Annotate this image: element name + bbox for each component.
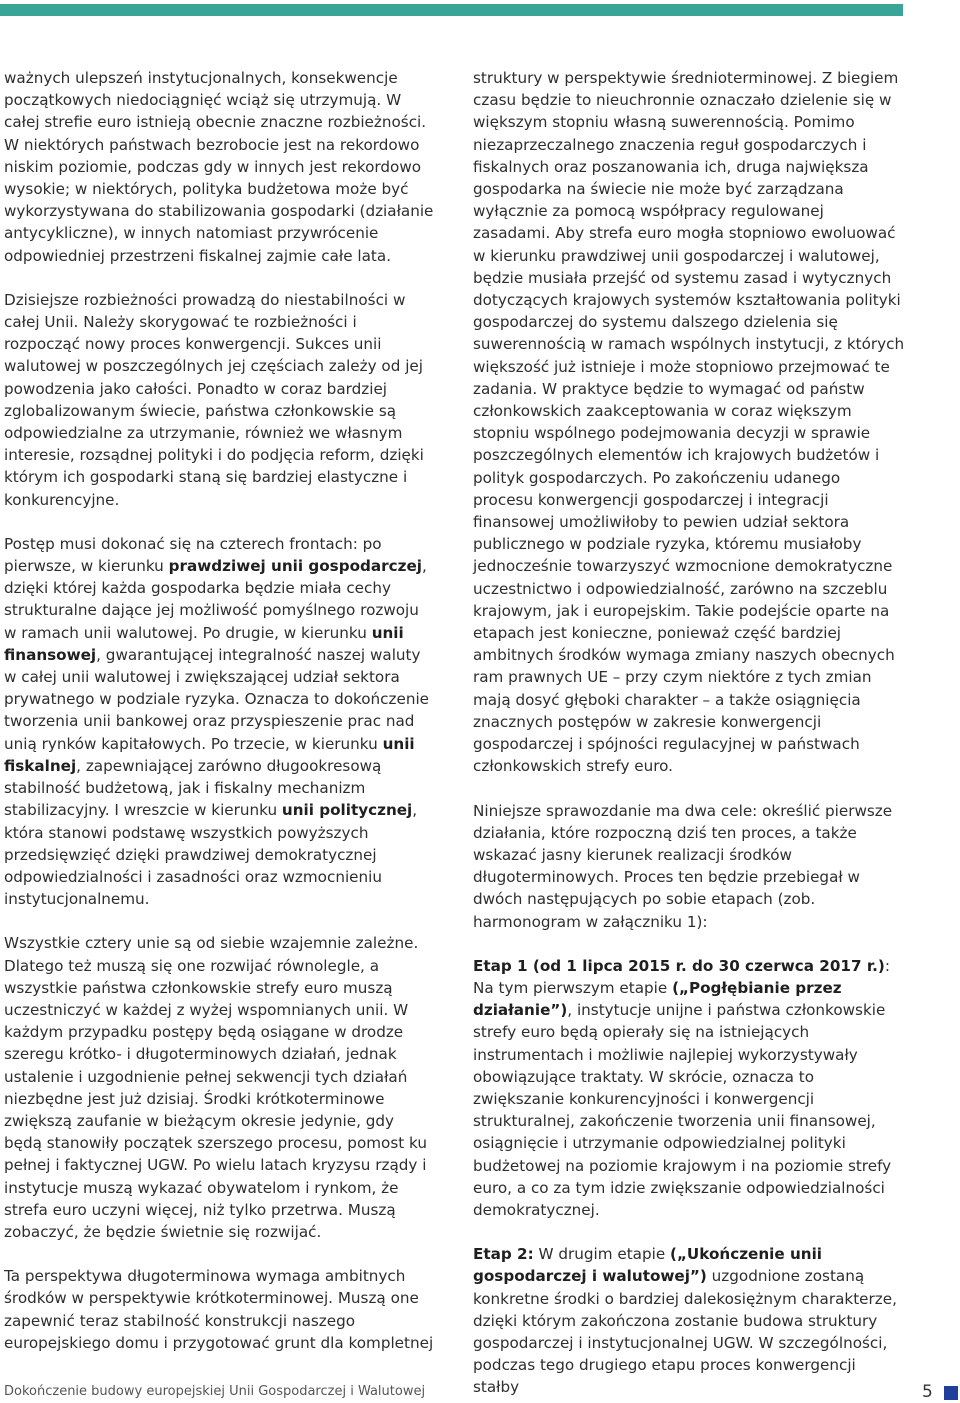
paragraph: struktury w perspektywie średnioterminowej. Z biegiem czasu będzie to nieuchronnie oznaczało dzielenie się w większym stopniu własną suwerennością. Pomimo niezaprzeczalnego znaczenia reguł gospodarczych i fiskalnych oraz poszanowania ich, druga największa gospodarka na świecie nie może być zarządzana wyłącznie za pomocą współpracy regulowanej zasadami. Aby strefa euro mogła stopniowo ewoluować w kierunku prawdziwej unii gospodarczej i walutowej, będzie musiała przejść od systemu zasad i wytycznych dotyczących krajowych systemów kształtowania polityki gospodarczej do systemu dalszego dzielenia się suwerennością w ramach wspólnych instytucji, z których większość już istnieje i może stopniowo przejmować te zadania. W praktyce będzie to wymagać od państw członkowskich zaakceptowania w coraz większym stopniu wspólnego podejmowania decyzji w sprawie poszczególnych elementów ich krajowych budżetów i polityk gospodarczych. Po zakończeniu udanego procesu konwergencji gospodarczej i integracji finansowej umożliwiłoby to pewien udział sektora publicznego w podziale ryzyka, któremu musiałoby jednocześnie towarzyszyć wzmocnione demokratyczne uczestnictwo i odpowiedzialność, zarówno na szczeblu krajowym, jak i europejskim. Takie podejście oparte na etapach jest konieczne, ponieważ część bardziej ambitnych środków wymaga zmiany naszych obecnych ram prawnych UE – przy czym niektóre z tych zmian mają dosyć głęboki charakter – a także osiągnięcia znacznych postępów w zakresie konwergencji gospodarczej i spójności regulacyjnej w państwach członkowskich strefy euro. bbox=[473, 69, 905, 776]
text-span: , dzięki której każda gospodarka będzie miała cechy strukturalne dające jej możliwość pomyślnego rozwoju w ramach unii walutowej. Po drugie, w kierunku bbox=[4, 557, 427, 642]
bold-term: prawdziwej unii gospodarczej bbox=[168, 557, 422, 576]
text-span: , zapewniającej zarówno długookresową stabilność budżetową, jak i fiskalny mechanizm stabilizacyjny. I wreszcie w kierunku bbox=[4, 756, 382, 820]
bold-term: unii politycznej bbox=[281, 801, 413, 820]
text-span: , która stanowi podstawę wszystkich powyższych przedsięwzięć dzięki prawdziwej demokratycznej odpowiedzialności i zasadności oraz wzmocnieniu instytucjonalnemu. bbox=[4, 801, 418, 909]
page-marker-square bbox=[944, 1386, 958, 1400]
text-span: W drugim etapie bbox=[533, 1245, 670, 1264]
paragraph: Wszystkie cztery unie są od siebie wzajemnie zależne. Dlatego też muszą się one rozwijać równolegle, a wszystkie państwa członkowskie strefy euro muszą uczestniczyć w każdej z wyżej wspomnianych unii. W każdym przypadku postępy będą osiągane w drodze szeregu krótko- i długoterminowych działań, jednak ustalenie i uzgodnienie pełnej sekwencji tych działań niezbędne jest już dzisiaj. Środki krótkoterminowe zwiększą zaufanie w bieżącym okresie jedynie, gdy będą stanowiły początek szerszego procesu, pomost ku pełnej i faktycznej UGW. Po wielu latach kryzysu rządy i instytucje muszą wykazać obywatelom i rynkom, że strefa euro uczyni więcej, niż tylko przetrwa. Muszą zobaczyć, że będzie świetnie się rozwijać. bbox=[4, 934, 427, 1241]
bold-term: unii finansowej bbox=[4, 623, 404, 664]
bold-term: Etap 1 (od 1 lipca 2015 r. do 30 czerwca 2017 r.) bbox=[473, 956, 885, 975]
right-column bbox=[473, 67, 905, 1399]
text-span: , gwarantującej integralność naszej waluty w całej unii walutowej i zwiększającej udział sektora prywatnego w podziale ryzyka. Oznacza to dokończenie tworzenia unii bankowej oraz przyspieszenie prac nad unią rynków kapitałowych. Po trzecie, w kierunku bbox=[4, 645, 430, 753]
left-column bbox=[4, 67, 436, 1354]
paragraph: ważnych ulepszeń instytucjonalnych, konsekwencje początkowych niedociągnięć wciąż się utrzymują. W całej strefie euro istnieją obecnie znaczne rozbieżności. W niektórych państwach bezrobocie jest na rekordowo niskim poziomie, podczas gdy w innych jest rekordowo wysokie; w niektórych, polityka budżetowa może być wykorzystywana do stabilizowania gospodarki (działanie antycykliczne), w innych natomiast przywrócenie odpowiedniej przestrzeni fiskalnej zajmie całe lata. bbox=[4, 69, 434, 265]
bold-term: Etap 2: bbox=[473, 1245, 534, 1264]
bold-term: („Ukończenie unii gospodarczej i walutowej”) bbox=[473, 1245, 822, 1286]
paragraph bbox=[4, 533, 436, 910]
paragraph: Ta perspektywa długoterminowa wymaga ambitnych środków w perspektywie krótkoterminowej. Muszą one zapewnić teraz stabilność konstrukcji naszego europejskiego domu i przygotować grunt dla kompletnej bbox=[4, 1267, 434, 1352]
text-span: uzgodnione zostaną konkretne środki o bardziej dalekosiężnym charakterze, dzięki którym zakończona zostanie budowa struktury gospodarczej i instytucjonalnej UGW. W szczególności, podczas tego drugiego etapu proces konwergencji stałby bbox=[473, 1267, 897, 1397]
footer-title: Dokończenie budowy europejskiej Unii Gospodarczej i Walutowej bbox=[4, 1384, 426, 1399]
paragraph: Dzisiejsze rozbieżności prowadzą do niestabilności w całej Unii. Należy skorygować te rozbieżności i rozpocząć nowy proces konwergencji. Sukces unii walutowej w poszczególnych jej częściach zależy od jej powodzenia jako całości. Ponadto w coraz bardziej zglobalizowanym świecie, państwa członkowskie są odpowiedzialne za utrzymanie, również we własnym interesie, rozsądnej polityki i do podjęcia reform, dzięki którym ich gospodarki staną się bardziej elastyczne i konkurencyjne. bbox=[4, 290, 424, 509]
text-span: , instytucje unijne i państwa członkowskie strefy euro będą opierały się na istniejących instrumentach i możliwie najlepiej wykorzystywały obowiązujące traktaty. W skrócie, oznacza to zwiększanie konkurencyjności i konwergencji strukturalnej, zakończenie tworzenia unii finansowej, osiągnięcie i utrzymanie odpowiedzialnej polityki budżetowej na poziomie krajowym i na poziomie strefy euro, a co za tym idzie zwiększanie odpowiedzialności demokratycznej. bbox=[473, 1001, 892, 1219]
bold-term: („Pogłębianie przez działanie”) bbox=[473, 978, 842, 1020]
header-accent-bar bbox=[0, 4, 903, 16]
page-number: 5 bbox=[922, 1382, 933, 1402]
text-span: : Na tym pierwszym etapie bbox=[473, 956, 890, 997]
text-span: Postęp musi dokonać się na czterech frontach: po pierwsze, w kierunku bbox=[4, 534, 382, 576]
paragraph bbox=[473, 955, 905, 1221]
bold-term: unii fiskalnej bbox=[4, 734, 415, 775]
paragraph bbox=[473, 1243, 905, 1398]
paragraph: Niniejsze sprawozdanie ma dwa cele: określić pierwsze działania, które rozpoczną dziś ten proces, a także wskazać jasny kierunek realizacji środków długoterminowych. Proces ten będzie przebiegał w dwóch następujących po sobie etapach (zob. harmonogram w załączniku 1): bbox=[473, 801, 893, 931]
